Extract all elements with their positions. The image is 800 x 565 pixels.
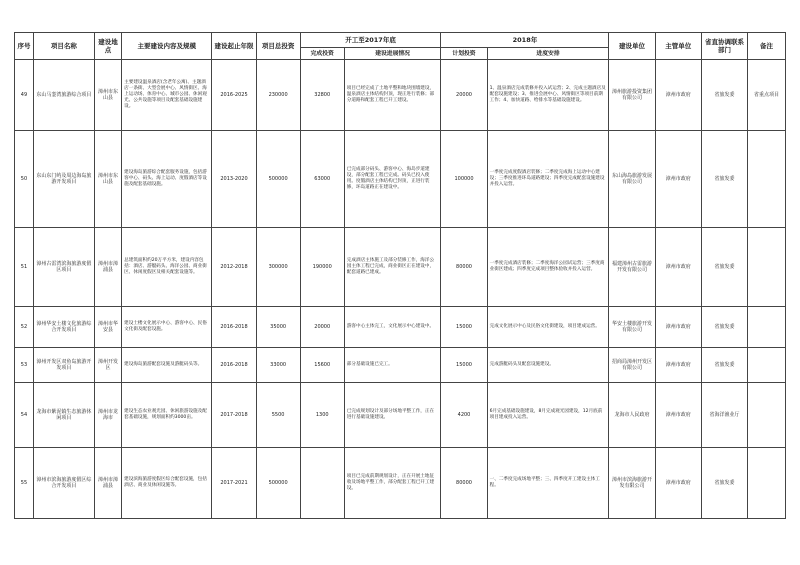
- cell-content: 建设海岛旅游配套设施及游艇码头等。: [122, 348, 212, 383]
- header-by2017: 开工至2017年底: [300, 33, 441, 48]
- cell-supervisor: 漳州市政府: [655, 307, 701, 348]
- cell-builder: 华安土楼旅游开发有限公司: [609, 307, 655, 348]
- cell-content: 主要建设温泉酒店(含老年公寓)、主题酒店一条街、大型会展中心、风情街区、海上运动场、体育中心、城市公园、休闲观光、公共设施等项目及配套基础设施建设。: [122, 60, 212, 131]
- cell-remark: [748, 348, 786, 383]
- table-row: [15, 348, 786, 383]
- cell-total: 300000: [256, 228, 300, 307]
- cell-total: 35000: [256, 307, 300, 348]
- cell-schedule: 1、温泉酒店完成装修并投入试运营；2、完成主题酒店及配套设施建设；3、推进会展中心、风情街区等项目前期工作；4、加快道路、给排水等基础设施建设。: [487, 60, 609, 131]
- cell-name: 龙海市紫泥镇生态旅游休闲项目: [33, 383, 94, 448]
- cell-done-invest: 1300: [300, 383, 344, 448]
- cell-builder: 东山海岛旅游发展有限公司: [609, 131, 655, 228]
- cell-plan-invest: 100000: [441, 131, 487, 228]
- header-prov-dept: 省直协调联系部门: [701, 33, 747, 60]
- cell-done-invest: 20000: [300, 307, 344, 348]
- cell-period: 2016-2025: [212, 60, 256, 131]
- cell-builder: 龙海市人民政府: [609, 383, 655, 448]
- cell-location: 漳州市东山县: [94, 131, 121, 228]
- cell-progress: 已完成部分码头、游客中心、海岛步道建设，部分配套工程已完成。码头已投入使用。度假酒店主体结构已封顶，正进行装修，环岛道路正在建设中。: [344, 131, 441, 228]
- cell-remark: [748, 383, 786, 448]
- cell-supervisor: 漳州市政府: [655, 228, 701, 307]
- cell-content: 建设滨海旅游度假区综合配套设施，包括酒店、商业及休闲设施等。: [122, 448, 212, 519]
- cell-name: 漳州华安土楼文化旅游综合开发项目: [33, 307, 94, 348]
- table-row: [15, 228, 786, 307]
- cell-period: 2016-2018: [212, 307, 256, 348]
- cell-supervisor: 漳州市政府: [655, 448, 701, 519]
- cell-seq: 54: [15, 383, 34, 448]
- cell-plan-invest: 80000: [441, 448, 487, 519]
- cell-builder: 招商局漳州开发区有限公司: [609, 348, 655, 383]
- cell-plan-invest: 20000: [441, 60, 487, 131]
- header-row-1: [15, 33, 786, 48]
- header-builder: 建设单位: [609, 33, 655, 60]
- cell-name: 东山马銮湾旅游综合项目: [33, 60, 94, 131]
- cell-content: 建设土楼文化展示中心、游客中心、民俗文化街及配套设施。: [122, 307, 212, 348]
- cell-content: 建设海岛旅游综合配套服务设施，包括游客中心、码头、海上运动、度假酒店等设施及配套基础设施。: [122, 131, 212, 228]
- header-y2018: 2018年: [441, 33, 609, 48]
- header-plan-invest: 计划投资: [441, 48, 487, 60]
- cell-progress: 完成酒店主体施工及部分装修工作，海洋公园主体工程已完成，商业街区正在建设中，配套道路已建成。: [344, 228, 441, 307]
- cell-remark: [748, 131, 786, 228]
- cell-builder: 福建漳州古雷旅游开发有限公司: [609, 228, 655, 307]
- cell-supervisor: 漳州市政府: [655, 348, 701, 383]
- cell-location: 漳州市华安县: [94, 307, 121, 348]
- cell-remark: [748, 307, 786, 348]
- table-row: [15, 383, 786, 448]
- cell-total: 500000: [256, 448, 300, 519]
- cell-schedule: 一、二季度完成场地平整；三、四季度开工建设主体工程。: [487, 448, 609, 519]
- cell-location: 漳州市龙海市: [94, 383, 121, 448]
- header-done-invest: 完成投资: [300, 48, 344, 60]
- cell-seq: 53: [15, 348, 34, 383]
- cell-prov-dept: 省旅发委: [701, 228, 747, 307]
- cell-progress: 部分基础设施已完工。: [344, 348, 441, 383]
- cell-remark: [748, 448, 786, 519]
- cell-schedule: 完成文化展示中心及民俗文化街建设，项目建成运营。: [487, 307, 609, 348]
- cell-schedule: 一季度完成度假酒店装修；二季度完成海上运动中心建设；三季度推进环岛道路建设；四季度完成配套设施建设并投入运营。: [487, 131, 609, 228]
- cell-location: 漳州市漳浦县: [94, 448, 121, 519]
- header-schedule: 进度安排: [487, 48, 609, 60]
- cell-schedule: 一季度完成酒店装修；二季度海洋公园试运营；三季度商业街区建成；四季度完成项目整体验收并投入运营。: [487, 228, 609, 307]
- cell-prov-dept: 省旅发委: [701, 348, 747, 383]
- cell-location: 漳州开发区: [94, 348, 121, 383]
- cell-progress: 项目已经完成了土地平整和地块围墙建设，温泉酒店主体结构封顶，现正进行装修；部分道路和配套工程已开工建设。: [344, 60, 441, 131]
- cell-plan-invest: 4200: [441, 383, 487, 448]
- cell-period: 2012-2018: [212, 228, 256, 307]
- cell-builder: 漳州旅游投资集团有限公司: [609, 60, 655, 131]
- table-row: [15, 448, 786, 519]
- cell-done-invest: 32800: [300, 60, 344, 131]
- table-row: [15, 131, 786, 228]
- cell-name: 漳州开发区双鱼岛旅游开发项目: [33, 348, 94, 383]
- cell-location: 漳州市漳浦县: [94, 228, 121, 307]
- cell-progress: 已完成规划设计及部分场地平整工作，正在进行基础设施建设。: [344, 383, 441, 448]
- cell-supervisor: 漳州市政府: [655, 131, 701, 228]
- cell-seq: 55: [15, 448, 34, 519]
- cell-prov-dept: 省旅发委: [701, 60, 747, 131]
- cell-seq: 52: [15, 307, 34, 348]
- cell-content: 总建筑面积约20万平方米，建设内容包括：酒店、游艇码头、海洋公园、商业街区、休闲度假区及相关配套设施等。: [122, 228, 212, 307]
- cell-builder: 漳州市滨海旅游开发有限公司: [609, 448, 655, 519]
- table-row: [15, 307, 786, 348]
- cell-period: 2017-2018: [212, 383, 256, 448]
- header-seq: 序号: [15, 33, 34, 60]
- cell-prov-dept: 省海洋渔业厅: [701, 383, 747, 448]
- header-progress: 建设进展情况: [344, 48, 441, 60]
- cell-period: 2017-2021: [212, 448, 256, 519]
- cell-progress: 项目已完成前期规划设计，正在开展土地征收及场地平整工作，部分配套工程已开工建设。: [344, 448, 441, 519]
- table-row: [15, 60, 786, 131]
- cell-done-invest: 15600: [300, 348, 344, 383]
- project-table: [14, 32, 786, 519]
- cell-total: 230000: [256, 60, 300, 131]
- header-supervisor: 主管单位: [655, 33, 701, 60]
- cell-done-invest: 63000: [300, 131, 344, 228]
- header-remark: 备注: [748, 33, 786, 60]
- cell-seq: 49: [15, 60, 34, 131]
- cell-schedule: 6月完成基础设施建设，8月完成观光园建设，12月底前项目建成投入运营。: [487, 383, 609, 448]
- cell-period: 2016-2018: [212, 348, 256, 383]
- cell-location: 漳州市东山县: [94, 60, 121, 131]
- cell-remark: 省重点项目: [748, 60, 786, 131]
- cell-name: 漳州市滨海旅游度假区综合开发项目: [33, 448, 94, 519]
- cell-total: 5500: [256, 383, 300, 448]
- cell-supervisor: 漳州市政府: [655, 60, 701, 131]
- header-name: 项目名称: [33, 33, 94, 60]
- header-content: 主要建设内容及规模: [122, 33, 212, 60]
- cell-name: 漳州古雷湾滨海旅游度假区项目: [33, 228, 94, 307]
- cell-remark: [748, 228, 786, 307]
- cell-plan-invest: 80000: [441, 228, 487, 307]
- cell-done-invest: 190000: [300, 228, 344, 307]
- cell-total: 500000: [256, 131, 300, 228]
- cell-plan-invest: 15000: [441, 348, 487, 383]
- header-period: 建设起止年限: [212, 33, 256, 60]
- cell-prov-dept: 省旅发委: [701, 448, 747, 519]
- cell-seq: 51: [15, 228, 34, 307]
- cell-total: 33000: [256, 348, 300, 383]
- cell-prov-dept: 省旅发委: [701, 307, 747, 348]
- cell-supervisor: 漳州市政府: [655, 383, 701, 448]
- cell-name: 东山东门屿及周边海岛旅游开发项目: [33, 131, 94, 228]
- header-location: 建设地点: [94, 33, 121, 60]
- cell-plan-invest: 15000: [441, 307, 487, 348]
- header-total: 项目总投资: [256, 33, 300, 60]
- cell-progress: 游客中心主体完工，文化展示中心建设中。: [344, 307, 441, 348]
- cell-period: 2013-2020: [212, 131, 256, 228]
- cell-schedule: 完成游艇码头及配套设施建设。: [487, 348, 609, 383]
- cell-content: 建设生态农业观光园、休闲旅游设施及配套基础设施，规划面积约3000亩。: [122, 383, 212, 448]
- cell-seq: 50: [15, 131, 34, 228]
- cell-done-invest: [300, 448, 344, 519]
- cell-prov-dept: 省旅发委: [701, 131, 747, 228]
